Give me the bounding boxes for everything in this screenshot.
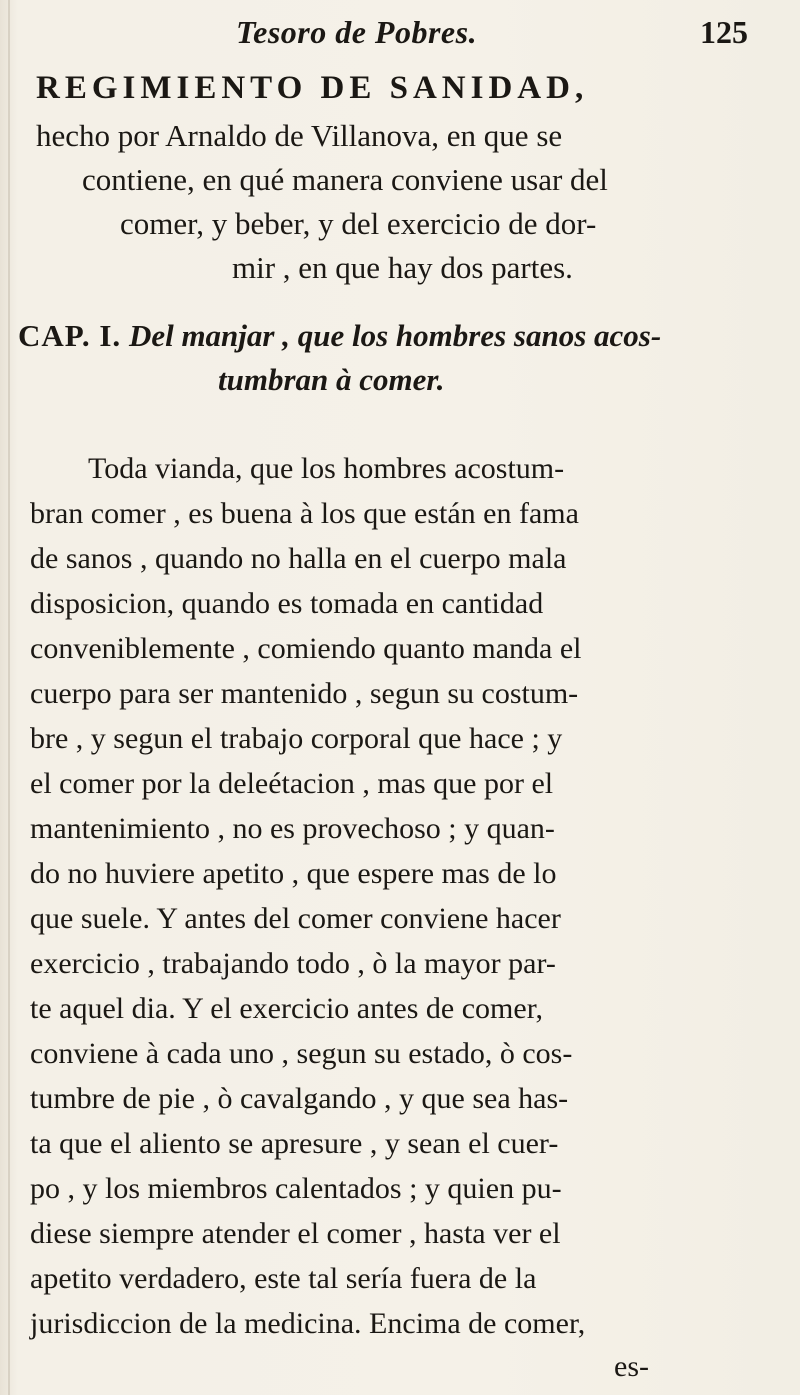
chapter-title-line-1 bbox=[18, 318, 661, 354]
body-line: apetito verdadero, este tal sería fuera de la bbox=[30, 1262, 537, 1295]
body-line: bran comer , es buena à los que están en fama bbox=[30, 497, 579, 530]
heading-line-4: comer, y beber, y del exercicio de dor- bbox=[120, 206, 597, 241]
body-line: bre , y segun el trabajo corporal que hace ; y bbox=[30, 722, 563, 755]
body-line: exercicio , trabajando todo , ò la mayor par- bbox=[30, 947, 556, 980]
body-line: conveniblemente , comiendo quanto manda el bbox=[30, 632, 582, 665]
body-line: te aquel dia. Y el exercicio antes de comer, bbox=[30, 992, 543, 1025]
heading-line-3: contiene, en qué manera conviene usar del bbox=[82, 162, 608, 197]
body-line: disposicion, quando es tomada en cantidad bbox=[30, 587, 544, 620]
body-line: conviene à cada uno , segun su estado, ò cos- bbox=[30, 1037, 573, 1070]
running-head bbox=[0, 14, 800, 54]
body-line: do no huviere apetito , que espere mas de lo bbox=[30, 857, 557, 890]
body-line: diese siempre atender el comer , hasta ver el bbox=[30, 1217, 561, 1250]
body-line: po , y los miembros calentados ; y quien pu- bbox=[30, 1172, 562, 1205]
chapter-title-start: Del manjar , que los hombres sanos acos- bbox=[128, 318, 662, 353]
heading-line-5: mir , en que hay dos partes. bbox=[232, 250, 573, 285]
chapter-title-line-2: tumbran à comer. bbox=[218, 362, 445, 397]
body-line: mantenimiento , no es provechoso ; y quan- bbox=[30, 812, 555, 845]
chapter-label: CAP. I. bbox=[18, 318, 122, 353]
body-line: de sanos , quando no halla en el cuerpo mala bbox=[30, 542, 567, 575]
body-line: que suele. Y antes del comer conviene hacer bbox=[30, 902, 561, 935]
body-line: jurisdiccion de la medicina. Encima de comer, bbox=[30, 1307, 586, 1340]
catchword: es- bbox=[614, 1350, 649, 1383]
running-head-title: Tesoro de Pobres. bbox=[236, 14, 478, 50]
body-line: cuerpo para ser mantenido , segun su costum- bbox=[30, 677, 579, 710]
page-gutter bbox=[8, 0, 10, 1395]
heading-line-1: REGIMIENTO DE SANIDAD, bbox=[36, 70, 589, 106]
body-line: ta que el aliento se apresure , y sean el cuer- bbox=[30, 1127, 559, 1160]
body-line: tumbre de pie , ò cavalgando , y que sea has- bbox=[30, 1082, 569, 1115]
body-line: el comer por la deleétacion , mas que por el bbox=[30, 767, 554, 800]
heading-line-2: hecho por Arnaldo de Villanova, en que se bbox=[36, 118, 563, 153]
page-number: 125 bbox=[700, 14, 748, 50]
body-line: Toda vianda, que los hombres acostum- bbox=[88, 452, 565, 485]
